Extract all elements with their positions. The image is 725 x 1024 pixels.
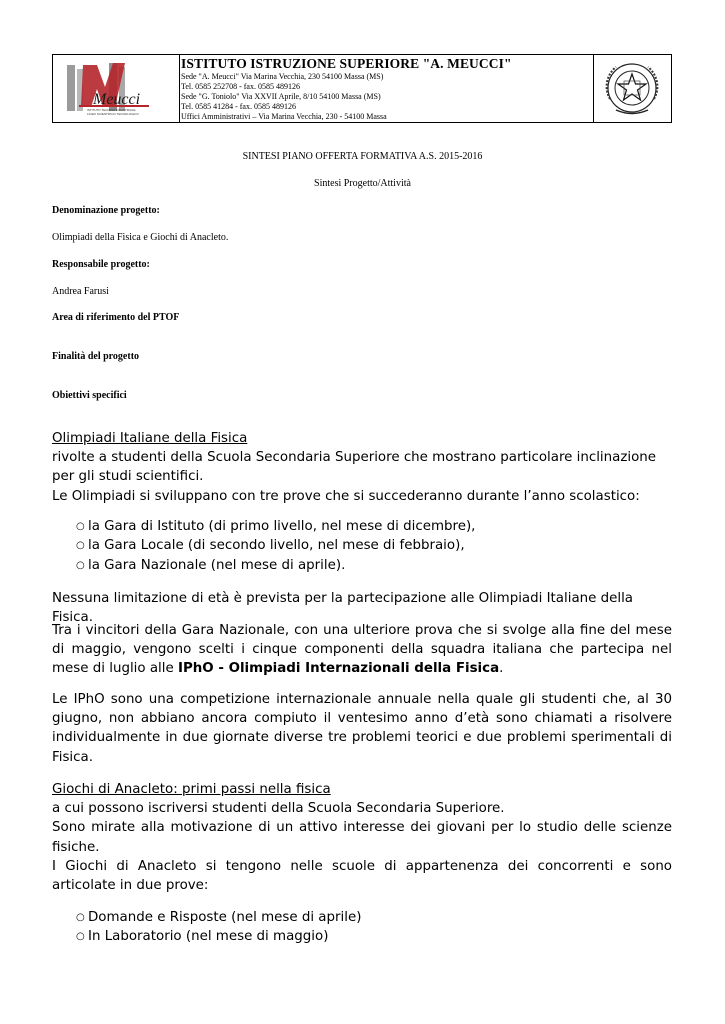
manager-label: Responsabile progetto: bbox=[52, 259, 150, 270]
project-name: Olimpiadi della Fisica e Giochi di Anacleto. bbox=[52, 232, 229, 243]
list-item: ○ Domande e Risposte (nel mese di aprile) bbox=[76, 908, 361, 927]
anacleto-section bbox=[52, 780, 672, 895]
olimpiadi-section bbox=[52, 429, 672, 506]
school-logo-icon bbox=[53, 55, 179, 122]
manager-name: Andrea Farusi bbox=[52, 286, 109, 297]
bullet-icon: ○ bbox=[76, 521, 85, 532]
address-line: Tel. 0585 252708 - fax. 0585 489126 bbox=[181, 82, 300, 91]
list-item: ○ la Gara di Istituto (di primo livello, nel mese di dicembre), bbox=[76, 517, 475, 536]
bullet-icon: ○ bbox=[76, 931, 85, 943]
svg-text:ISTITUTO TECNICO INDUSTRIALE: ISTITUTO TECNICO INDUSTRIALE bbox=[87, 108, 136, 112]
institute-name: ISTITUTO ISTRUZIONE SUPERIORE "A. MEUCCI" bbox=[181, 56, 512, 71]
olimpiadi-heading: Olimpiadi Italiane della Fisica bbox=[52, 431, 248, 446]
project-name-label: Denominazione progetto: bbox=[52, 205, 160, 216]
objectives-label: Obiettivi specifici bbox=[52, 390, 127, 401]
ipho-highlight: IPhO - Olimpiadi Internazionali della Fisica bbox=[177, 661, 500, 677]
document-title: SINTESI PIANO OFFERTA FORMATIVA A.S. 2015-2016 bbox=[242, 151, 483, 162]
svg-text:LICEO SCIENTIFICO TECNOLOGICO: LICEO SCIENTIFICO TECNOLOGICO bbox=[87, 112, 139, 116]
address-line: Tel. 0585 41284 - fax. 0585 489126 bbox=[181, 102, 296, 111]
purpose-label: Finalità del progetto bbox=[52, 351, 140, 362]
letterhead bbox=[52, 54, 672, 123]
school-logo bbox=[53, 55, 180, 122]
anacleto-paragraph: a cui possono iscriversi studenti della Scuola Secondaria Superiore. bbox=[52, 801, 505, 817]
list-item: ○ In Laboratorio (nel mese di maggio) bbox=[76, 927, 361, 946]
institute-info bbox=[180, 55, 594, 122]
list-item: ○ la Gara Locale (di secondo livello, nel mese di febbraio), bbox=[76, 536, 475, 555]
bullet-icon: ○ bbox=[76, 912, 85, 923]
svg-text:Meucci: Meucci bbox=[93, 91, 141, 108]
anacleto-heading: Giochi di Anacleto: primi passi nella fisica bbox=[52, 782, 331, 797]
address-line: Uffici Amministrativi – Via Marina Vecchia, 230 - 54100 Massa bbox=[181, 112, 387, 121]
republic-emblem-icon bbox=[594, 55, 671, 122]
olimpiadi-list bbox=[76, 517, 475, 575]
bullet-icon: ○ bbox=[76, 540, 85, 552]
olimpiadi-paragraph: Le Olimpiadi si sviluppano con tre prove che si succederanno durante l’anno scolastico: bbox=[52, 488, 640, 504]
age-note: Nessuna limitazione di età è prevista per la partecipazione alle Olimpiadi Italiane della Fisica. bbox=[52, 591, 634, 626]
winners-paragraph: Tra i vincitori della Gara Nazionale, con una ulteriore prova che si svolge alla fine del mese di maggio, vengono scelti i cinque componenti della squadra italiana che partecipa nel mese di luglio alle IPhO - Olimpiadi Internazionali della Fisica. bbox=[52, 623, 672, 677]
address-line: Sede "A. Meucci" Via Marina Vecchia, 230 54100 Massa (MS) bbox=[181, 72, 384, 81]
address-line: Sede "G. Toniolo" Via XXVII Aprile, 8/10 54100 Massa (MS) bbox=[181, 92, 381, 101]
anacleto-paragraph: Sono mirate alla motivazione di un attivo interesse dei giovani per lo studio delle scienze fisiche. bbox=[52, 820, 672, 855]
document-subtitle: Sintesi Progetto/Attività bbox=[314, 178, 411, 189]
ipho-paragraph: Le IPhO sono una competizione internazionale annuale nella quale gli studenti che, al 30 giugno, non abbiano ancora compiuto il ventesimo anno d’età sono chiamati a risolvere individualmente in due giornate diverse tre problemi teorici e due problemi sperimentali di Fisica. bbox=[52, 692, 672, 765]
area-label: Area di riferimento del PTOF bbox=[52, 312, 180, 323]
bullet-icon: ○ bbox=[76, 559, 85, 571]
list-item: ○ la Gara Nazionale (nel mese di aprile). bbox=[76, 556, 475, 575]
anacleto-paragraph: I Giochi di Anacleto si tengono nelle scuole di appartenenza dei concorrenti e sono articolate in due prove: bbox=[52, 858, 672, 894]
anacleto-list bbox=[76, 908, 361, 947]
olimpiadi-paragraph: rivolte a studenti della Scuola Secondaria Superiore che mostrano particolare inclinazione per gli studi scientifici. bbox=[52, 450, 657, 485]
